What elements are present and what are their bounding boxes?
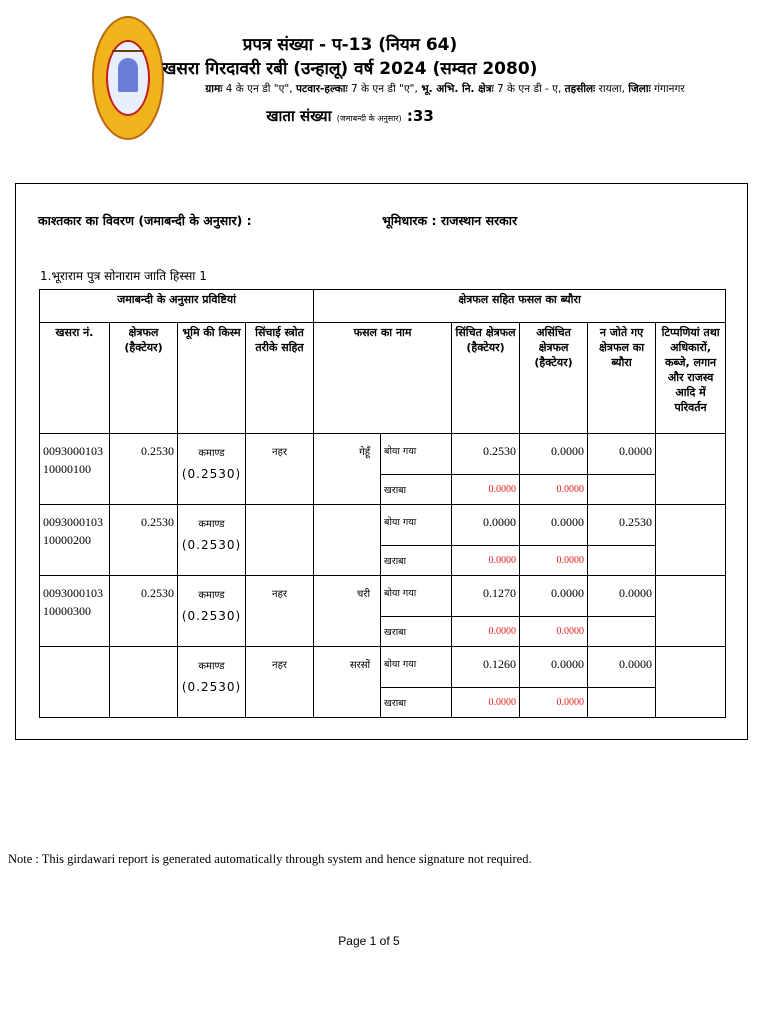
land-type-name: कमाण्ड [198, 448, 225, 459]
unsown-value: 0.2530 [588, 505, 656, 546]
tehsil-value: रायला, [598, 83, 625, 95]
bhu-value: 7 के एन डी - ए, [496, 83, 562, 95]
sown-label: बोया गया [381, 647, 452, 688]
col-irrigation: सिंचाई स्त्रोत तरीके सहित [246, 323, 314, 434]
table-row [40, 647, 726, 688]
khata-note: (जमाबन्दी के अनुसार) [336, 114, 402, 123]
col-unsown-area: न जोते गए क्षेत्रफल का ब्यौरा [588, 323, 656, 434]
unirrigated-value: 0.0000 [520, 576, 588, 617]
col-remarks: टिप्पणियां तथा अधिकारों, कब्जे, लगान और राजस्व आदि में परिवर्तन [656, 323, 726, 434]
unirrigated-value: 0.0000 [520, 434, 588, 475]
farmer-entry: 1.भूराराम पुत्र सोनाराम जाति हिस्सा 1 [40, 269, 207, 283]
location-line [150, 82, 740, 96]
land-type-name: कमाण्ड [198, 661, 225, 672]
damaged-irrigated-value: 0.0000 [452, 546, 520, 576]
damaged-unsown-cell [588, 688, 656, 718]
area-value: 0.2530 [110, 576, 178, 647]
land-type [178, 576, 246, 647]
footer-note: Note : This girdawari report is generated automatically through system and hence signature not required. [8, 852, 532, 866]
remarks-cell [656, 505, 726, 576]
damaged-unsown-cell [588, 475, 656, 505]
irrigation-source: नहर [246, 576, 314, 647]
sown-label: बोया गया [381, 434, 452, 475]
crop-name: गेहूँ [314, 434, 381, 505]
damaged-label: खराबा [381, 475, 452, 505]
land-type-name: कमाण्ड [198, 519, 225, 530]
district-label: जिलाः [628, 83, 651, 95]
damaged-unsown-cell [588, 546, 656, 576]
khasra-number: 009300010310000100 [40, 434, 110, 505]
village-label: ग्रामः [205, 83, 223, 95]
crop-name: चरी [314, 576, 381, 647]
col-irrigated-area: सिंचित क्षेत्रफल (हैक्टेयर) [452, 323, 520, 434]
sown-label: बोया गया [381, 505, 452, 546]
land-type [178, 434, 246, 505]
district-value: गंगानगर [654, 83, 685, 95]
land-type [178, 505, 246, 576]
unirrigated-value: 0.0000 [520, 505, 588, 546]
land-type-name: कमाण्ड [198, 590, 225, 601]
damaged-label: खराबा [381, 546, 452, 576]
khasra-number: 009300010310000300 [40, 576, 110, 647]
damaged-label: खराबा [381, 617, 452, 647]
landholder: भूमिधारक : राजस्थान सरकार [382, 213, 518, 228]
unsown-value: 0.0000 [588, 576, 656, 617]
khata-number: :33 [406, 107, 434, 125]
land-type-area: (0.2530) [181, 680, 242, 694]
area-value [110, 647, 178, 718]
remarks-cell [656, 647, 726, 718]
land-type-area: (0.2530) [181, 609, 242, 623]
village-value: 4 के एन डी "ए", [225, 83, 293, 95]
damaged-unirrigated-value: 0.0000 [520, 475, 588, 505]
crop-name: सरसों [314, 647, 381, 718]
crop-name [314, 505, 381, 576]
remarks-cell [656, 434, 726, 505]
area-value: 0.2530 [110, 505, 178, 576]
damaged-irrigated-value: 0.0000 [452, 475, 520, 505]
patwar-label: पटवार-हल्काः [295, 83, 348, 95]
irrigated-value: 0.2530 [452, 434, 520, 475]
irrigation-source: नहर [246, 647, 314, 718]
group-header-jamabandi: जमाबन्दी के अनुसार प्रविष्टियां [40, 290, 314, 323]
irrigated-value: 0.1260 [452, 647, 520, 688]
form-number: प्रपत्र संख्या - प-13 (नियम 64) [242, 35, 458, 55]
unsown-value: 0.0000 [588, 647, 656, 688]
damaged-unirrigated-value: 0.0000 [520, 688, 588, 718]
table-row [40, 505, 726, 546]
damaged-label: खराबा [381, 688, 452, 718]
area-value: 0.2530 [110, 434, 178, 505]
khasra-number: 009300010310000200 [40, 505, 110, 576]
report-title: खसरा गिरदावरी रबी (उन्हालू) वर्ष 2024 (सम्वत 2080) [162, 59, 538, 79]
land-type [178, 647, 246, 718]
damaged-irrigated-value: 0.0000 [452, 617, 520, 647]
cultivator-label: काश्तकार का विवरण (जमाबन्दी के अनुसार) : [38, 213, 252, 228]
tehsil-label: तहसीलः [564, 83, 596, 95]
page-number: Page 1 of 5 [338, 934, 400, 948]
damaged-irrigated-value: 0.0000 [452, 688, 520, 718]
patwar-value: 7 के एन डी "ए", [350, 83, 418, 95]
col-khasra: खसरा नं. [40, 323, 110, 434]
irrigated-value: 0.0000 [452, 505, 520, 546]
unirrigated-value: 0.0000 [520, 647, 588, 688]
col-crop-name: फसल का नाम [314, 323, 452, 434]
girdawari-table [39, 289, 726, 718]
irrigated-value: 0.1270 [452, 576, 520, 617]
col-area: क्षेत्रफल (हैक्टेयर) [110, 323, 178, 434]
irrigation-source: नहर [246, 434, 314, 505]
khata-line [90, 106, 610, 126]
land-type-area: (0.2530) [181, 467, 242, 481]
damaged-unsown-cell [588, 617, 656, 647]
table-row [40, 434, 726, 475]
col-unirrigated-area: असिंचित क्षेत्रफल (हैक्टेयर) [520, 323, 588, 434]
table-row [40, 576, 726, 617]
irrigation-source [246, 505, 314, 576]
khata-label: खाता संख्या [266, 107, 332, 125]
land-type-area: (0.2530) [181, 538, 242, 552]
bhu-label: भू. अभि. नि. क्षेत्रः [421, 83, 494, 95]
khasra-number [40, 647, 110, 718]
damaged-unirrigated-value: 0.0000 [520, 617, 588, 647]
group-header-crop-details: क्षेत्रफल सहित फसल का ब्यौरा [314, 290, 726, 323]
damaged-unirrigated-value: 0.0000 [520, 546, 588, 576]
unsown-value: 0.0000 [588, 434, 656, 475]
remarks-cell [656, 576, 726, 647]
sown-label: बोया गया [381, 576, 452, 617]
col-land-type: भूमि की किस्म [178, 323, 246, 434]
